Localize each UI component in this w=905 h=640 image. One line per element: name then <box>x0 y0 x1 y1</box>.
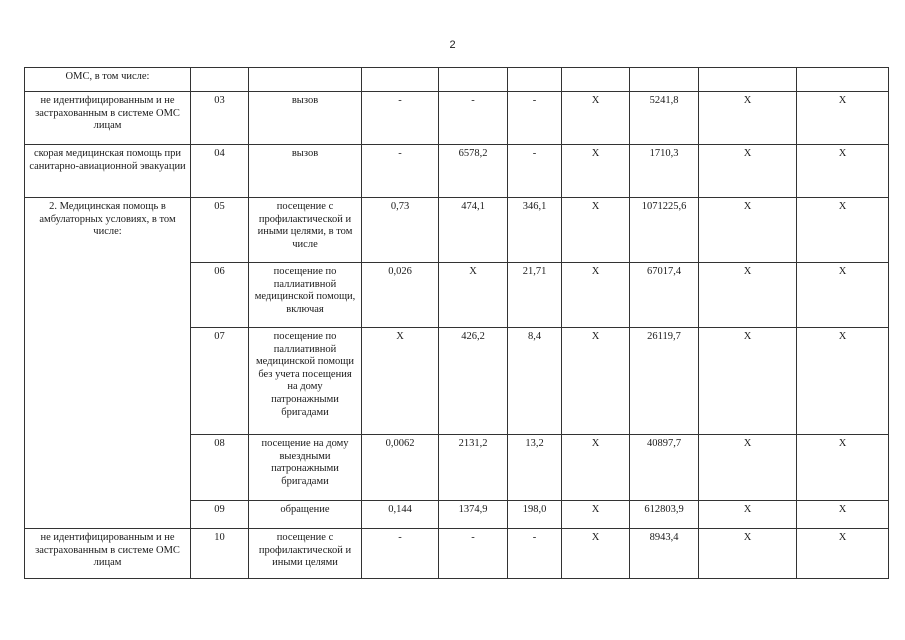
table-row <box>25 145 889 198</box>
row-value: 474,1 <box>439 198 508 263</box>
row-value: - <box>362 92 439 145</box>
row-value: 0,026 <box>362 263 439 328</box>
row-value: Х <box>562 529 630 579</box>
table-row <box>25 68 889 92</box>
row-value <box>630 68 699 92</box>
row-code: 06 <box>191 263 249 328</box>
medical-care-table <box>24 67 889 579</box>
row-unit: обращение <box>249 501 362 529</box>
row-value <box>508 68 562 92</box>
row-value: Х <box>797 529 889 579</box>
row-value: - <box>439 529 508 579</box>
row-unit: посещение с профилактической и иными целями <box>249 529 362 579</box>
row-value: Х <box>362 328 439 435</box>
row-code: 05 <box>191 198 249 263</box>
row-value: Х <box>699 145 797 198</box>
row-value: Х <box>562 198 630 263</box>
row-value: 8,4 <box>508 328 562 435</box>
page-number: 2 <box>449 39 456 51</box>
row-unit: вызов <box>249 145 362 198</box>
row-unit: посещение на дому выездными патронажными бригадами <box>249 435 362 501</box>
row-value: - <box>439 92 508 145</box>
row-value: Х <box>797 435 889 501</box>
row-value: Х <box>562 435 630 501</box>
row-value <box>562 68 630 92</box>
row-value: Х <box>797 198 889 263</box>
row-value: Х <box>797 263 889 328</box>
row-value: 1710,3 <box>630 145 699 198</box>
row-value: Х <box>699 328 797 435</box>
row-value: 2131,2 <box>439 435 508 501</box>
row-code <box>191 68 249 92</box>
row-value: Х <box>439 263 508 328</box>
row-code: 07 <box>191 328 249 435</box>
row-value: Х <box>562 92 630 145</box>
table-row <box>25 198 889 263</box>
row-code: 08 <box>191 435 249 501</box>
row-value: Х <box>562 501 630 529</box>
row-value: Х <box>562 328 630 435</box>
row-value: Х <box>699 92 797 145</box>
row-unit: посещение с профилактической и иными целями, в том числе <box>249 198 362 263</box>
row-value: Х <box>797 92 889 145</box>
row-name: скорая медицинская помощь при санитарно-авиационной эвакуации <box>25 145 191 198</box>
row-value: - <box>362 529 439 579</box>
row-name: 2. Медицинская помощь в амбулаторных условиях, в том числе: <box>25 198 191 529</box>
row-code: 10 <box>191 529 249 579</box>
row-unit: вызов <box>249 92 362 145</box>
row-code: 09 <box>191 501 249 529</box>
row-value: Х <box>797 501 889 529</box>
row-value: 5241,8 <box>630 92 699 145</box>
table-row <box>25 529 889 579</box>
row-value: 8943,4 <box>630 529 699 579</box>
row-value: Х <box>699 501 797 529</box>
row-name: ОМС, в том числе: <box>25 68 191 92</box>
row-value: Х <box>699 435 797 501</box>
row-name: не идентифицированным и не застрахованным в системе ОМС лицам <box>25 92 191 145</box>
row-value <box>797 68 889 92</box>
row-value: 612803,9 <box>630 501 699 529</box>
row-value <box>439 68 508 92</box>
row-value: Х <box>699 263 797 328</box>
row-value: 1374,9 <box>439 501 508 529</box>
row-code: 03 <box>191 92 249 145</box>
row-value: Х <box>562 145 630 198</box>
row-value: - <box>508 145 562 198</box>
row-code: 04 <box>191 145 249 198</box>
row-unit <box>249 68 362 92</box>
row-value: 1071225,6 <box>630 198 699 263</box>
row-value: 426,2 <box>439 328 508 435</box>
row-value: Х <box>699 529 797 579</box>
row-value: - <box>508 92 562 145</box>
row-value: 198,0 <box>508 501 562 529</box>
row-value: - <box>362 145 439 198</box>
row-value: 0,73 <box>362 198 439 263</box>
row-value: Х <box>562 263 630 328</box>
row-value: 26119,7 <box>630 328 699 435</box>
row-value <box>362 68 439 92</box>
row-name: не идентифицированным и не застрахованным в системе ОМС лицам <box>25 529 191 579</box>
row-unit: посещение по паллиативной медицинской помощи, включая <box>249 263 362 328</box>
row-value: 0,144 <box>362 501 439 529</box>
row-value: 13,2 <box>508 435 562 501</box>
row-value <box>699 68 797 92</box>
row-value: Х <box>699 198 797 263</box>
row-value: 6578,2 <box>439 145 508 198</box>
row-value: 21,71 <box>508 263 562 328</box>
row-value: Х <box>797 328 889 435</box>
row-value: 67017,4 <box>630 263 699 328</box>
row-value: 0,0062 <box>362 435 439 501</box>
row-value: - <box>508 529 562 579</box>
row-value: 346,1 <box>508 198 562 263</box>
row-unit: посещение по паллиативной медицинской помощи без учета посещения на дому патронажными бригадами <box>249 328 362 435</box>
row-value: 40897,7 <box>630 435 699 501</box>
row-value: Х <box>797 145 889 198</box>
table-row <box>25 92 889 145</box>
